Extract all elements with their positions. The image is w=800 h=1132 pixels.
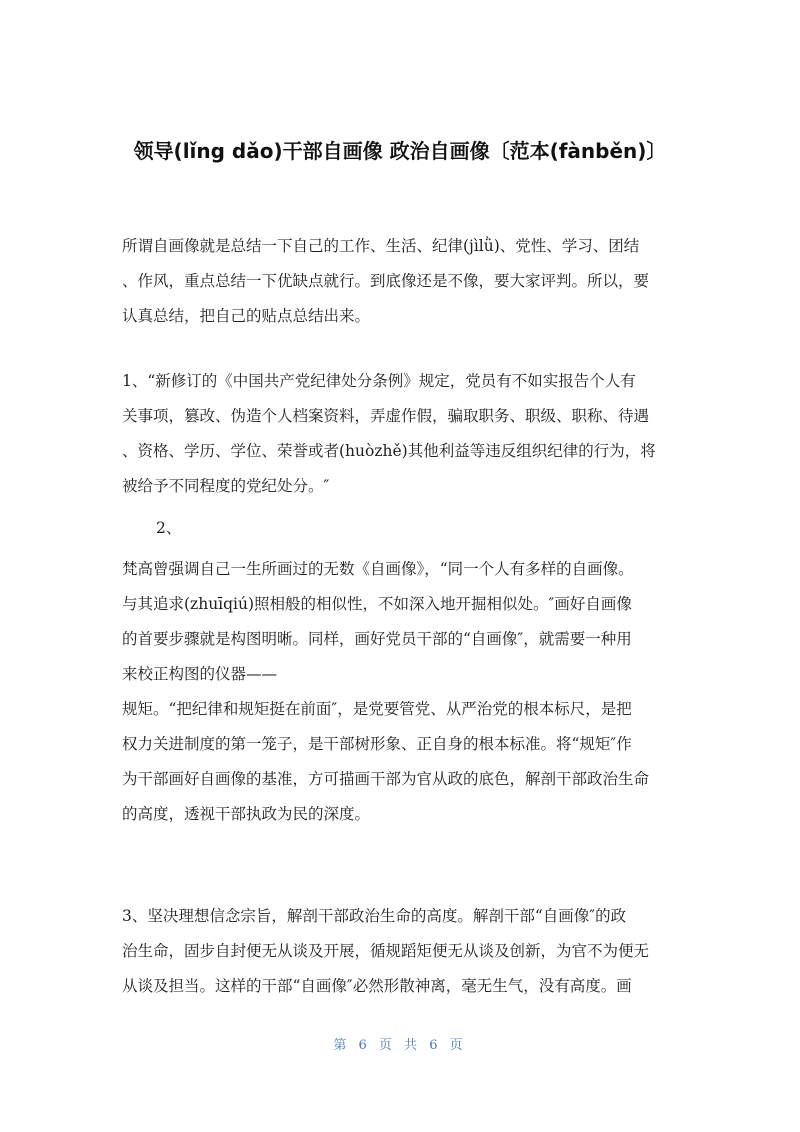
text-line: 的首要步骤就是构图明晰。同样，画好党员干部的“自画像″，就需要一种用	[122, 630, 632, 648]
point-3-paragraph	[122, 899, 678, 1004]
total-pages-number: 6	[429, 1038, 442, 1053]
text-line: 从谈及担当。这样的干部“自画像″必然形散神离，毫无生气，没有高度。画	[122, 977, 632, 995]
page-title: 领导(lǐng dǎo)干部自画像 政治自画像〔范本(fànběn)〕	[133, 139, 667, 164]
text-line: 3、坚决理想信念宗旨，解剖干部政治生命的高度。解剖干部“自画像″的政	[122, 907, 627, 925]
text-line: 的高度，透视干部执政为民的深度。	[122, 805, 371, 823]
text-line: 规矩。“把纪律和规矩挺在前面″，是党要管党、从严治党的根本标尺，是把	[122, 700, 632, 718]
text-line: 被给予不同程度的党纪处分。″	[122, 477, 330, 495]
text-line: 来校正构图的仪器——	[122, 665, 278, 683]
page-footer	[0, 1034, 800, 1053]
footer-prefix: 第	[333, 1038, 351, 1053]
text-line: 为干部画好自画像的基准，方可描画干部为官从政的底色，解剖干部政治生命	[122, 770, 650, 788]
intro-paragraph	[122, 229, 678, 334]
text-line: 、作风，重点总结一下优缺点就行。到底像还是不像，要大家评判。所以，要	[122, 272, 650, 290]
current-page-number: 6	[358, 1038, 371, 1053]
point-2-paragraph	[122, 552, 678, 832]
point-2-label: 2、	[156, 519, 182, 537]
text-line: 认真总结，把自己的贴点总结出来。	[122, 307, 371, 325]
text-line: 、资格、学历、学位、荣誉或者(huòzhě)其他利益等违反组织纪律的行为，将	[122, 442, 656, 460]
footer-middle: 页 共	[378, 1038, 422, 1053]
point-2-label-block	[122, 511, 678, 546]
text-line: 1、“新修订的《中国共产党纪律处分条例》规定，党员有不如实报告个人有	[122, 372, 636, 390]
point-1-paragraph	[122, 364, 678, 504]
footer-suffix: 页	[449, 1038, 467, 1053]
text-line: 梵高曾强调自己一生所画过的无数《自画像》，“同一个人有多样的自画像。	[122, 560, 634, 578]
text-line: 权力关进制度的第一笼子，是干部树形象、正自身的根本标准。将“规矩″作	[122, 735, 632, 753]
text-line: 关事项，篡改、伪造个人档案资料，弄虚作假，骗取职务、职级、职称、待遇	[122, 407, 650, 425]
text-line: 与其追求(zhuīqiú)照相般的相似性，不如深入地开掘相似处。″画好自画像	[122, 595, 632, 613]
text-line: 所谓自画像就是总结一下自己的工作、生活、纪律(jìlǜ)、党性、学习、团结	[122, 237, 640, 255]
text-line: 治生命，固步自封便无从谈及开展，循规蹈矩便无从谈及创新，为官不为便无	[122, 942, 650, 960]
